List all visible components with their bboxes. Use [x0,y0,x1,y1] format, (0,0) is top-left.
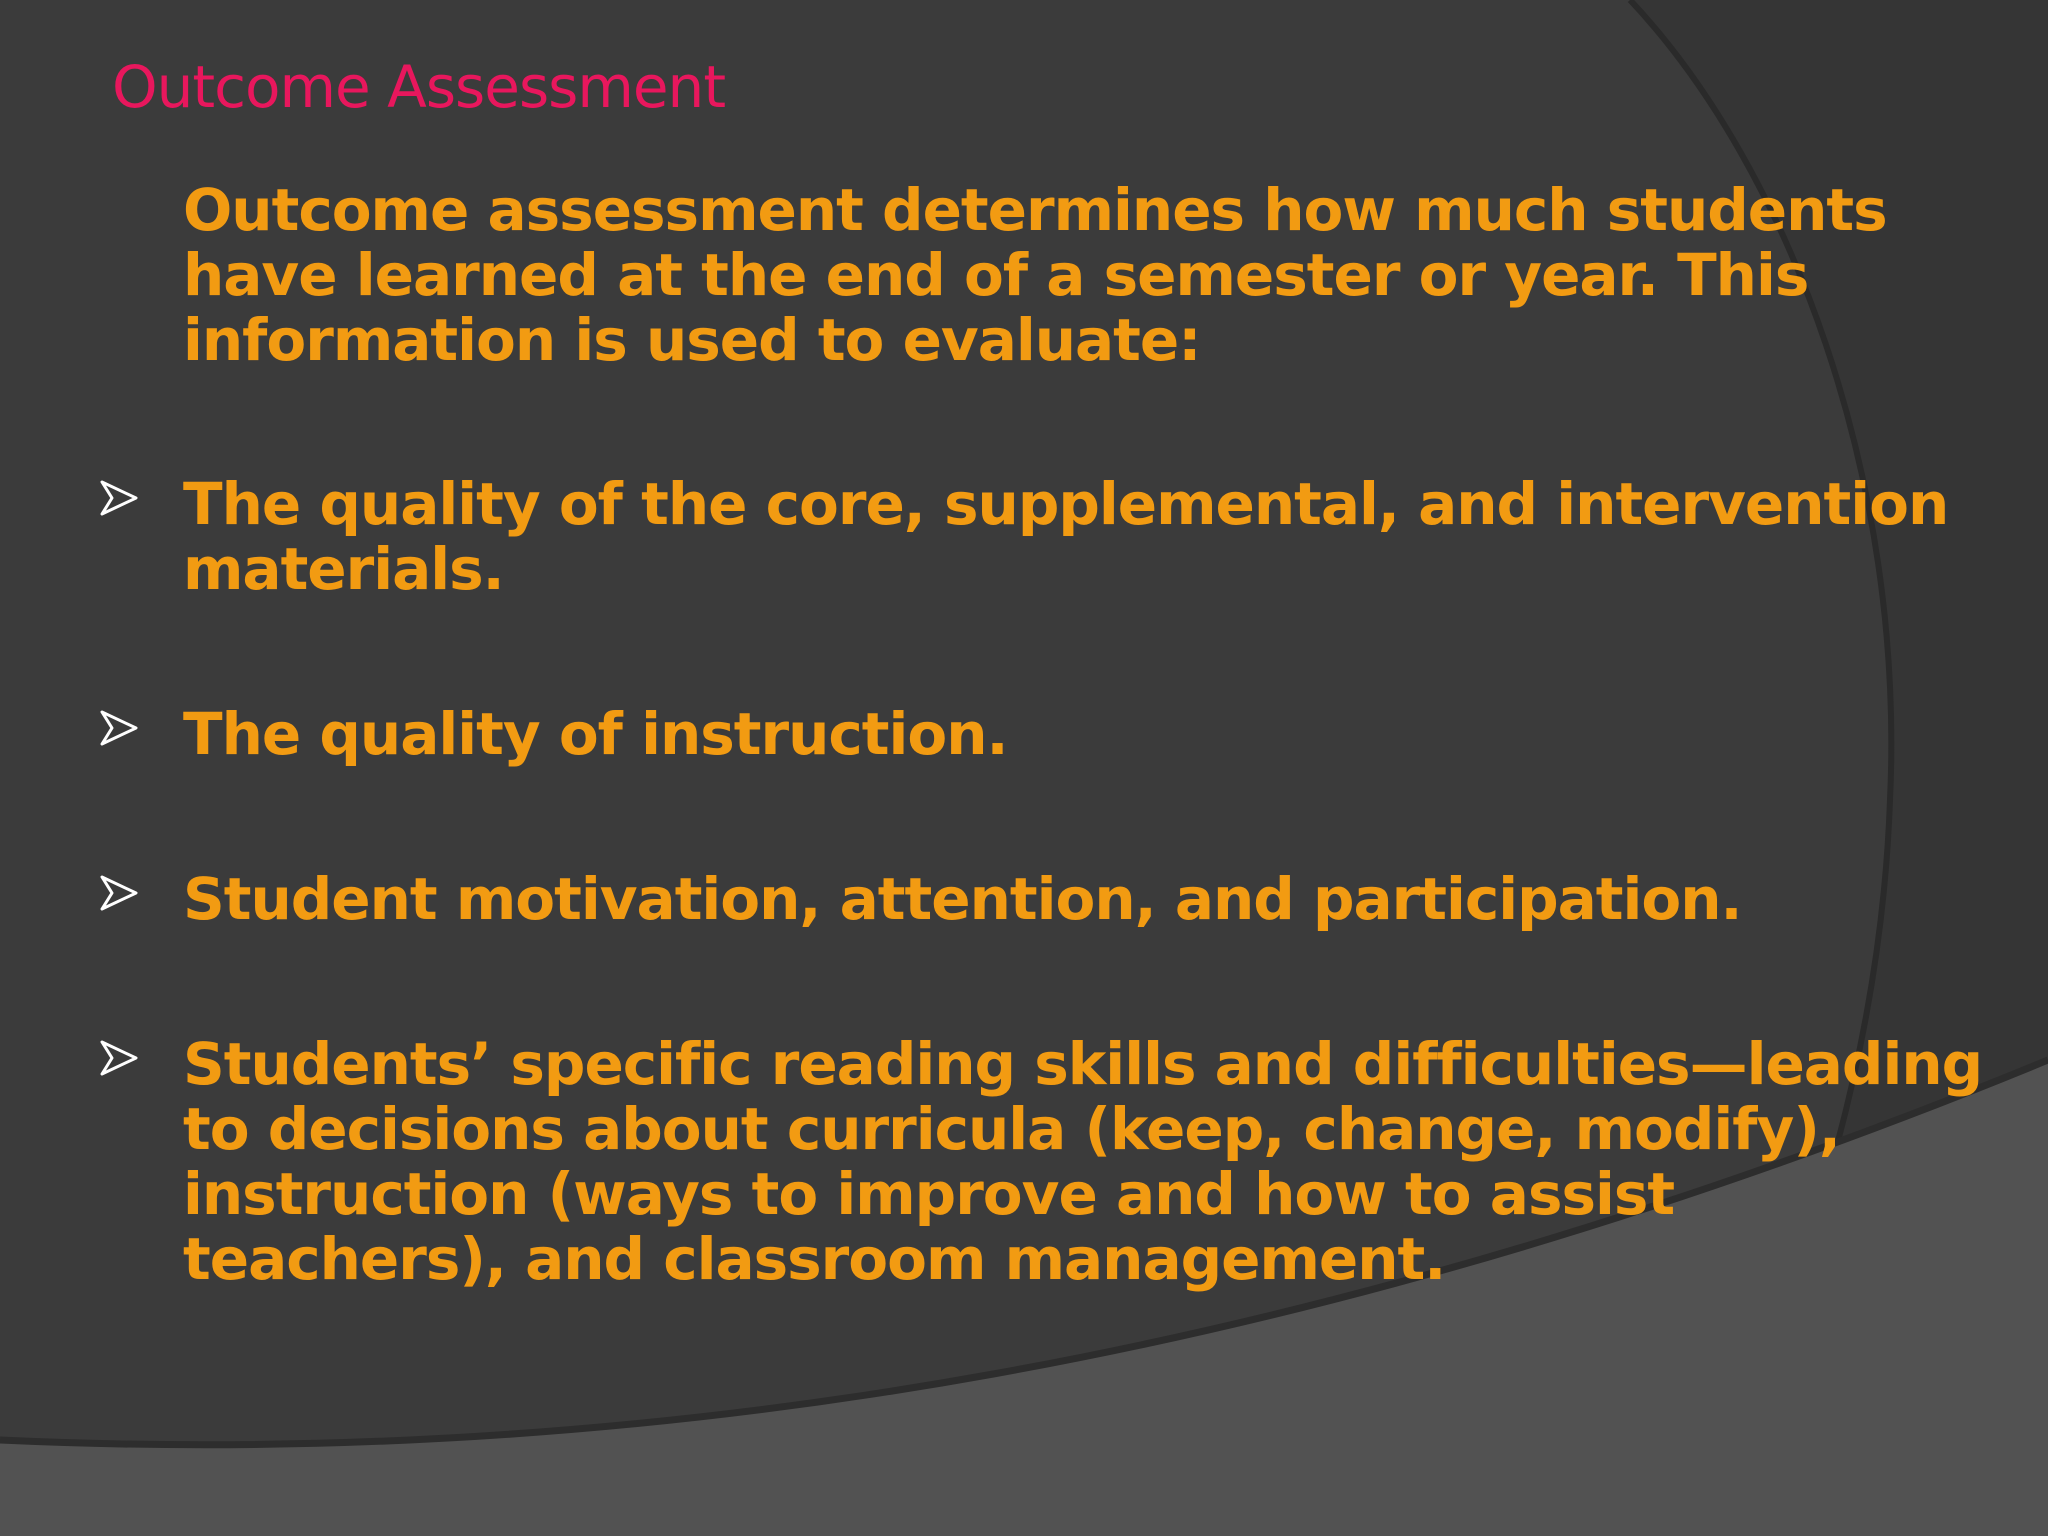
bullet-line: teachers), and classroom management. [183,1225,1446,1293]
intro-line: have learned at the end of a semester or year. This [183,241,1809,309]
bullet-item [183,1032,1982,1292]
bullet-item [183,702,1008,767]
bullet-line: The quality of the core, supplemental, and intervention [183,470,1949,538]
intro-line: information is used to evaluate: [183,306,1201,374]
bullet-item [183,472,1948,602]
arrowhead-bullet-icon [96,708,142,748]
bullet-line: Students’ specific reading skills and difficulties—leading [183,1030,1983,1098]
intro-paragraph [183,178,1887,373]
bullet-line: to decisions about curricula (keep, change, modify), [183,1095,1840,1163]
arrowhead-bullet-icon [96,873,142,913]
bullet-line: Student motivation, attention, and participation. [183,865,1742,933]
bullet-line: materials. [183,535,504,603]
bullet-line: instruction (ways to improve and how to assist [183,1160,1675,1228]
intro-line: Outcome assessment determines how much students [183,176,1887,244]
arrowhead-bullet-icon [96,478,142,518]
bullet-line: The quality of instruction. [183,700,1008,768]
bullet-item [183,867,1742,932]
slide-title: Outcome Assessment [112,53,726,121]
arrowhead-bullet-icon [96,1038,142,1078]
